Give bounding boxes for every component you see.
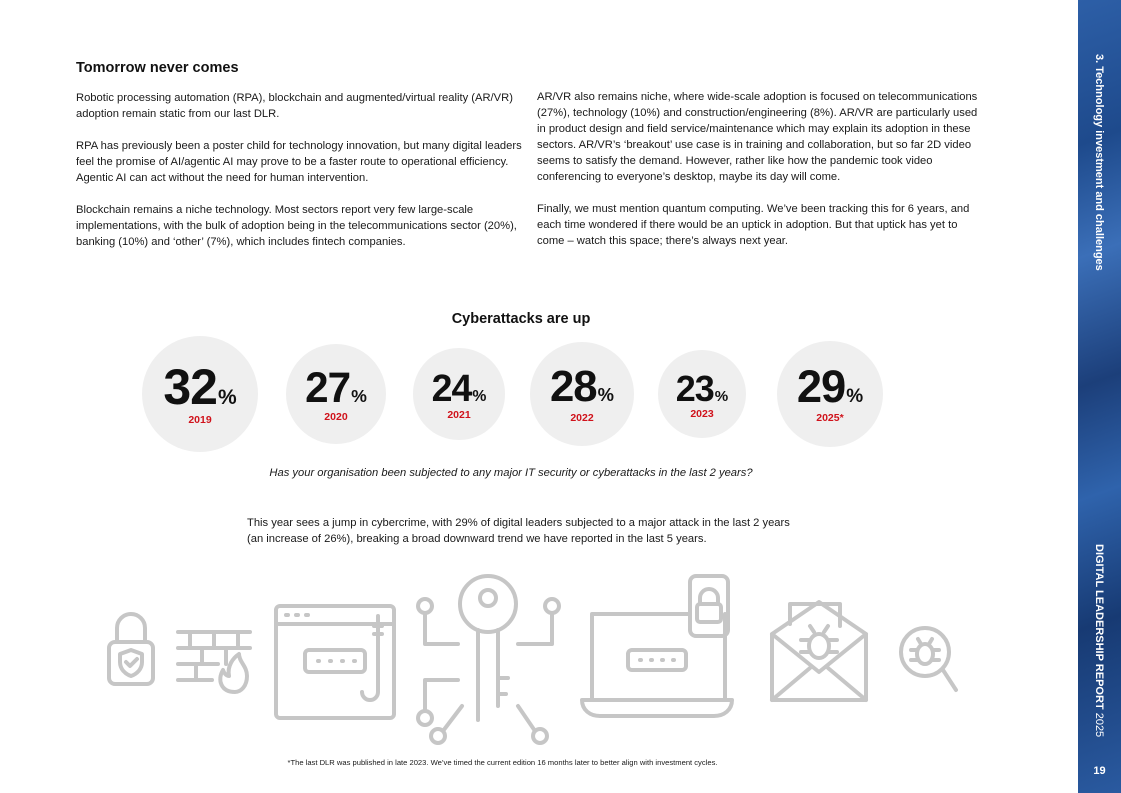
page-number: 19 [1093, 765, 1106, 777]
bubble-2019 [142, 336, 258, 452]
report-title: DIGITAL LEADERSHIP REPORT [1093, 544, 1105, 710]
footnote: *The last DLR was published in late 2023. We’ve timed the current edition 16 months later to better align with investment cycles. [287, 758, 718, 767]
bubble-value [286, 364, 386, 412]
left-column [76, 90, 526, 266]
value-number: 23 [675, 368, 714, 410]
paragraph: AR/VR also remains niche, where wide-scale adoption is focused on telecommunications (27%), technology (10%) and construction/engineering (8%). AR/VR are particularly used in product design and field service/maintenance which may explain its adoption in these sectors. AR/VR’s ‘breakout’ use case is in training and collaboration, but so far 2D video seems to satisfy the demand. However, rather like how the pandemic took video conferencing to everyone’s desktop, maybe its day will come. [537, 91, 978, 183]
laptop-phone-lock-icon [582, 576, 732, 716]
bubble-year: 2025* [816, 412, 844, 425]
chapter-label: 3. Technology investment and challenges [1093, 54, 1105, 271]
firewall-icon [178, 632, 250, 692]
paragraph: Robotic processing automation (RPA), blockchain and augmented/virtual reality (AR/VR) adoption remain static from our last DLR. [76, 92, 513, 120]
browser-password-phishing-icon [276, 606, 394, 718]
bubble-value [413, 367, 504, 410]
value-unit: % [351, 385, 367, 406]
value-unit: % [217, 386, 237, 409]
survey-question: Has your organisation been subjected to any major IT security or cyberattacks in the last 2 years? [269, 467, 753, 479]
value-unit: % [597, 384, 614, 406]
bubble-2020 [286, 344, 386, 444]
padlock-shield-icon [109, 614, 153, 684]
bubble-value [142, 358, 258, 416]
bubble-2022 [530, 342, 634, 446]
bubble-2021 [413, 348, 504, 439]
value-unit: % [472, 387, 487, 405]
value-number: 32 [163, 359, 217, 415]
bubble-year: 2020 [324, 410, 348, 423]
bubble-2025 [777, 341, 884, 448]
value-unit: % [846, 386, 864, 408]
security-icons-illustration [100, 570, 970, 755]
magnifier-bug-icon [901, 628, 956, 690]
chart-title: Cyberattacks are up [451, 311, 591, 327]
bubble-value [530, 362, 634, 412]
circuit-key-icon [418, 576, 559, 743]
bubble-value [658, 368, 746, 410]
right-column [537, 89, 987, 265]
paragraph: RPA has previously been a poster child for technology innovation, but many digital leaders feel the promise of AI/agentic AI may prove to be a faster route to operational efficiency. Agentic AI can act without the need for human intervention. [76, 140, 522, 184]
value-number: 27 [305, 363, 351, 411]
envelope-bug-icon [772, 602, 866, 700]
bubble-2023 [658, 350, 746, 438]
report-label [1093, 544, 1105, 737]
paragraph: Blockchain remains a niche technology. Most sectors report very few large-scale implementations, with the bulk of adoption being in the telecommunications sector (20%), banking (10%) and ‘other’ (7%), which includes fintech companies. [76, 204, 517, 248]
value-number: 28 [549, 362, 597, 412]
paragraph: Finally, we must mention quantum computing. We’ve been tracking this for 6 years, and each time wondered if there would be an uptick in adoption. But that uptick has yet to come – watch this space; there’s always next year. [537, 203, 970, 247]
report-year: 2025 [1093, 712, 1105, 738]
bubble-year: 2019 [188, 414, 212, 426]
bubble-year: 2021 [447, 409, 471, 421]
value-unit: % [714, 388, 729, 406]
value-number: 24 [431, 366, 472, 409]
bubble-year: 2022 [570, 411, 594, 424]
bubble-value [777, 361, 884, 413]
bubble-year: 2023 [690, 408, 714, 421]
value-number: 29 [796, 361, 846, 413]
summary-text: This year sees a jump in cybercrime, with 29% of digital leaders subjected to a major attack in the last 2 years (an increase of 26%), breaking a broad downward trend we have reported in the last 5 years. [247, 517, 790, 545]
section-heading: Tomorrow never comes [76, 60, 239, 76]
